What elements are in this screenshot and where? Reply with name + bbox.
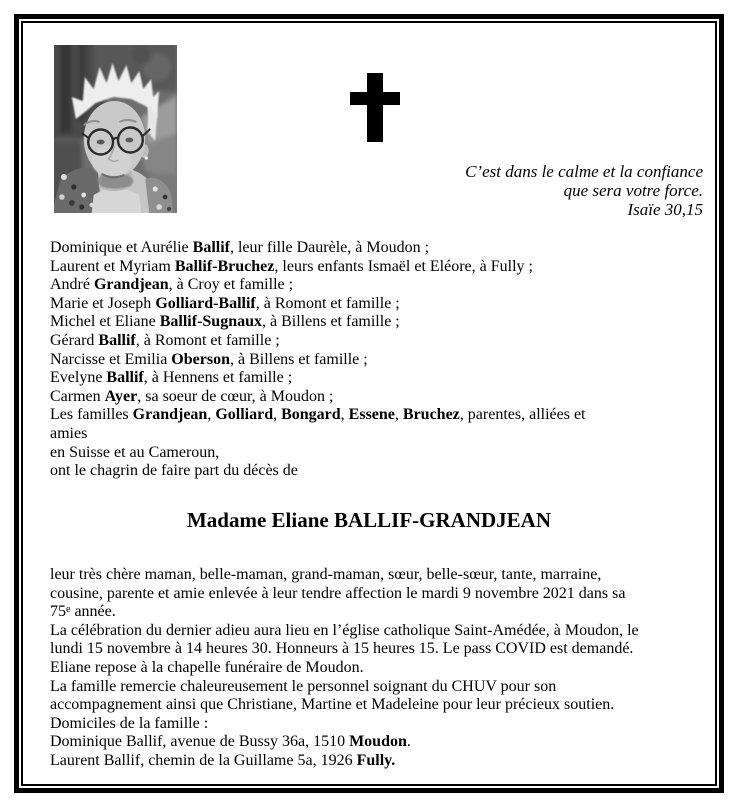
text-line: amies [50, 424, 88, 442]
cross-vertical-bar [367, 73, 383, 142]
text-line: Narcisse et Emilia Oberson, à Billens et famille ; [50, 350, 368, 368]
portrait-photo-art [54, 45, 177, 213]
quote-reference: Isaïe 30,15 [627, 200, 703, 219]
text-line: en Suisse et au Cameroun, [50, 443, 220, 461]
text-line: 75e année. [50, 603, 116, 621]
deceased-name-title: Madame Eliane BALLIF-GRANDJEAN [186, 508, 551, 532]
text-line: ont le chagrin de faire part du décès de [50, 462, 298, 480]
text-line: Dominique et Aurélie Ballif, leur fille Daurèle, à Moudon ; [50, 239, 430, 256]
text-line: Eliane repose à la chapelle funéraire de Moudon. [50, 658, 364, 676]
text-line: lundi 15 novembre à 14 heures 30. Honneurs à 15 heures 15. Le pass COVID est demandé. [50, 640, 634, 658]
text-line: Laurent Ballif, chemin de la Guillame 5a, 1926 Fully. [50, 751, 396, 769]
text-line: Marie et Joseph Golliard-Ballif, à Romont et famille ; [50, 294, 400, 312]
text-line: Michel et Eliane Ballif-Sugnaux, à Billens et famille ; [50, 313, 400, 331]
text-line: André Grandjean, à Croy et famille ; [50, 276, 294, 294]
cross-icon [350, 73, 400, 142]
text-line: La famille remercie chaleureusement le personnel soignant du CHUV pour son [50, 677, 557, 695]
text-line: leur très chère maman, belle-maman, grand-maman, sœur, belle-sœur, tante, marraine, [50, 566, 602, 583]
quote-line-1: C’est dans le calme et la confiance [465, 162, 703, 181]
text-line: Evelyne Ballif, à Hennens et famille ; [50, 369, 293, 387]
scripture-quote [465, 162, 703, 219]
text-line: Les familles Grandjean, Golliard, Bongard, Essene, Bruchez, parentes, alliées et [50, 406, 586, 424]
portrait-photo [54, 45, 177, 213]
page-border [14, 14, 724, 793]
announcement-body [50, 566, 639, 771]
text-line: Dominique Ballif, avenue de Bussy 36a, 1510 Moudon. [50, 733, 411, 751]
page-border-inner [21, 21, 717, 786]
text-line: Domiciles de la famille : [50, 714, 209, 732]
text-line: Gérard Ballif, à Romont et famille ; [50, 331, 280, 349]
cross-horizontal-bar [350, 92, 400, 105]
text-line: accompagnement ainsi que Christiane, Martine et Madeleine pour leur précieux soutien. [50, 696, 615, 714]
text-line: Laurent et Myriam Ballif-Bruchez, leurs enfants Ismaël et Eléore, à Fully ; [50, 257, 533, 275]
text-line: Carmen Ayer, sa soeur de cœur, à Moudon ; [50, 387, 334, 405]
family-list [50, 239, 586, 481]
quote-line-2: que sera votre force. [563, 181, 703, 200]
text-line: cousine, parente et amie enlevée à leur tendre affection le mardi 9 novembre 2021 dans sa [50, 584, 626, 602]
text-line: La célébration du dernier adieu aura lieu en l’église catholique Saint-Amédée, à Moudon, le [50, 621, 639, 639]
